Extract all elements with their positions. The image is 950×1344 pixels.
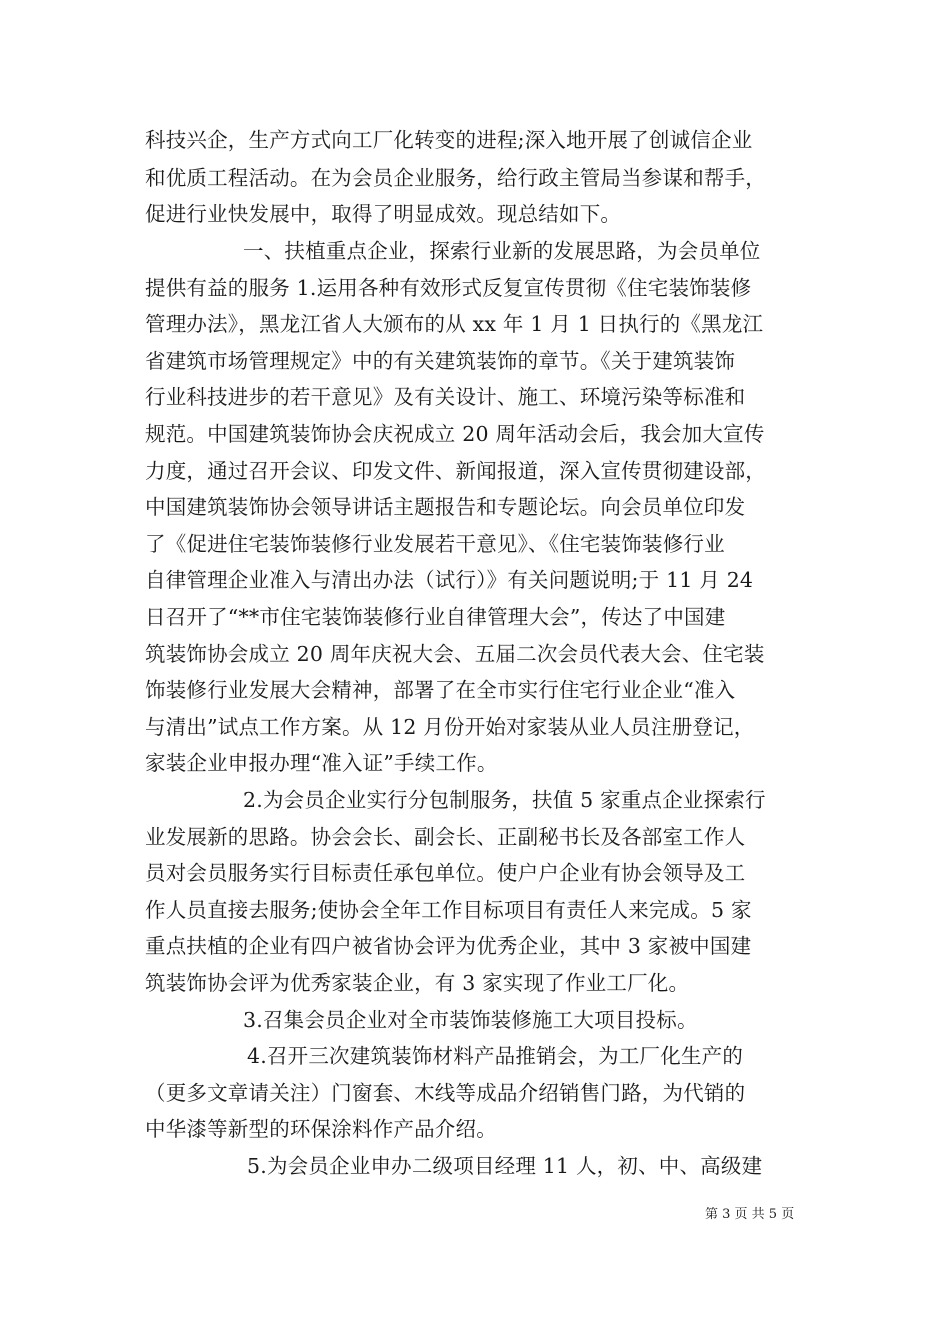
text-line: 业发展新的思路。协会会长、副会长、正副秘书长及各部室工作人: [145, 825, 746, 849]
section-heading-line: 一、扶植重点企业，探索行业新的发展思路，为会员单位: [243, 239, 761, 263]
text-line: 中国建筑装饰协会领导讲话主题报告和专题论坛。向会员单位印发: [145, 495, 746, 519]
text-line: 日召开了“**市住宅装饰装修行业自律管理大会”，传达了中国建: [145, 605, 726, 629]
text-line: 家装企业申报办理“准入证”手续工作。: [145, 751, 498, 775]
paragraph-start-line: 4.召开三次建筑装饰材料产品推销会，为工厂化生产的: [247, 1044, 744, 1068]
text-line: 规范。中国建筑装饰协会庆祝成立 20 周年活动会后，我会加大宣传: [145, 422, 765, 446]
text-line: 作人员直接去服务;使协会全年工作目标项目有责任人来完成。5 家: [145, 898, 752, 922]
text-line: （更多文章请关注）门窗套、木线等成品介绍销售门路，为代销的: [145, 1081, 746, 1105]
text-line: 饰装修行业发展大会精神，部署了在全市实行住宅行业企业“准入: [145, 678, 736, 702]
text-line: 省建筑市场管理规定》中的有关建筑装饰的章节。《关于建筑装饰: [145, 349, 736, 373]
text-line: 自律管理企业准入与清出办法（试行）》有关问题说明;于 11 月 24: [145, 568, 754, 592]
text-line: 筑装饰协会评为优秀家装企业，有 3 家实现了作业工厂化。: [145, 971, 690, 995]
text-line: 与清出”试点工作方案。从 12 月份开始对家装从业人员注册登记，: [145, 715, 755, 739]
text-line: 和优质工程活动。在为会员企业服务，给行政主管局当参谋和帮手，: [145, 166, 766, 190]
text-line: 行业科技进步的若干意见》及有关设计、施工、环境污染等标准和: [145, 385, 746, 409]
text-line: 力度，通过召开会议、印发文件、新闻报道，深入宣传贯彻建设部，: [145, 459, 766, 483]
paragraph-start-line: 2.为会员企业实行分包制服务，扶值 5 家重点企业探索行: [243, 788, 766, 812]
text-line: 重点扶植的企业有四户被省协会评为优秀企业，其中 3 家被中国建: [145, 934, 752, 958]
text-line: 促进行业快发展中，取得了明显成效。现总结如下。: [145, 202, 622, 226]
text-line: 了《促进住宅装饰装修行业发展若干意见》、《住宅装饰装修行业: [145, 532, 725, 556]
text-line: 筑装饰协会成立 20 周年庆祝大会、五届二次会员代表大会、住宅装: [145, 642, 765, 666]
paragraph-start-line: 5.为会员企业申办二级项目经理 11 人，初、中、高级建: [247, 1154, 763, 1178]
text-line: 员对会员服务实行目标责任承包单位。使户户企业有协会领导及工: [145, 861, 746, 885]
text-line: 中华漆等新型的环保涂料作产品介绍。: [145, 1117, 497, 1141]
text-line: 科技兴企，生产方式向工厂化转变的进程;深入地开展了创诚信企业: [145, 128, 753, 152]
paragraph-start-line: 3.召集会员企业对全市装饰装修施工大项目投标。: [243, 1008, 698, 1032]
page-number-footer: 第 3 页 共 5 页: [705, 1207, 795, 1222]
text-line: 提供有益的服务 1.运用各种有效形式反复宣传贯彻《住宅装饰装修: [145, 276, 752, 300]
text-line: 管理办法》，黑龙江省人大颁布的从 xx 年 1 月 1 日执行的《黑龙江: [145, 312, 764, 336]
